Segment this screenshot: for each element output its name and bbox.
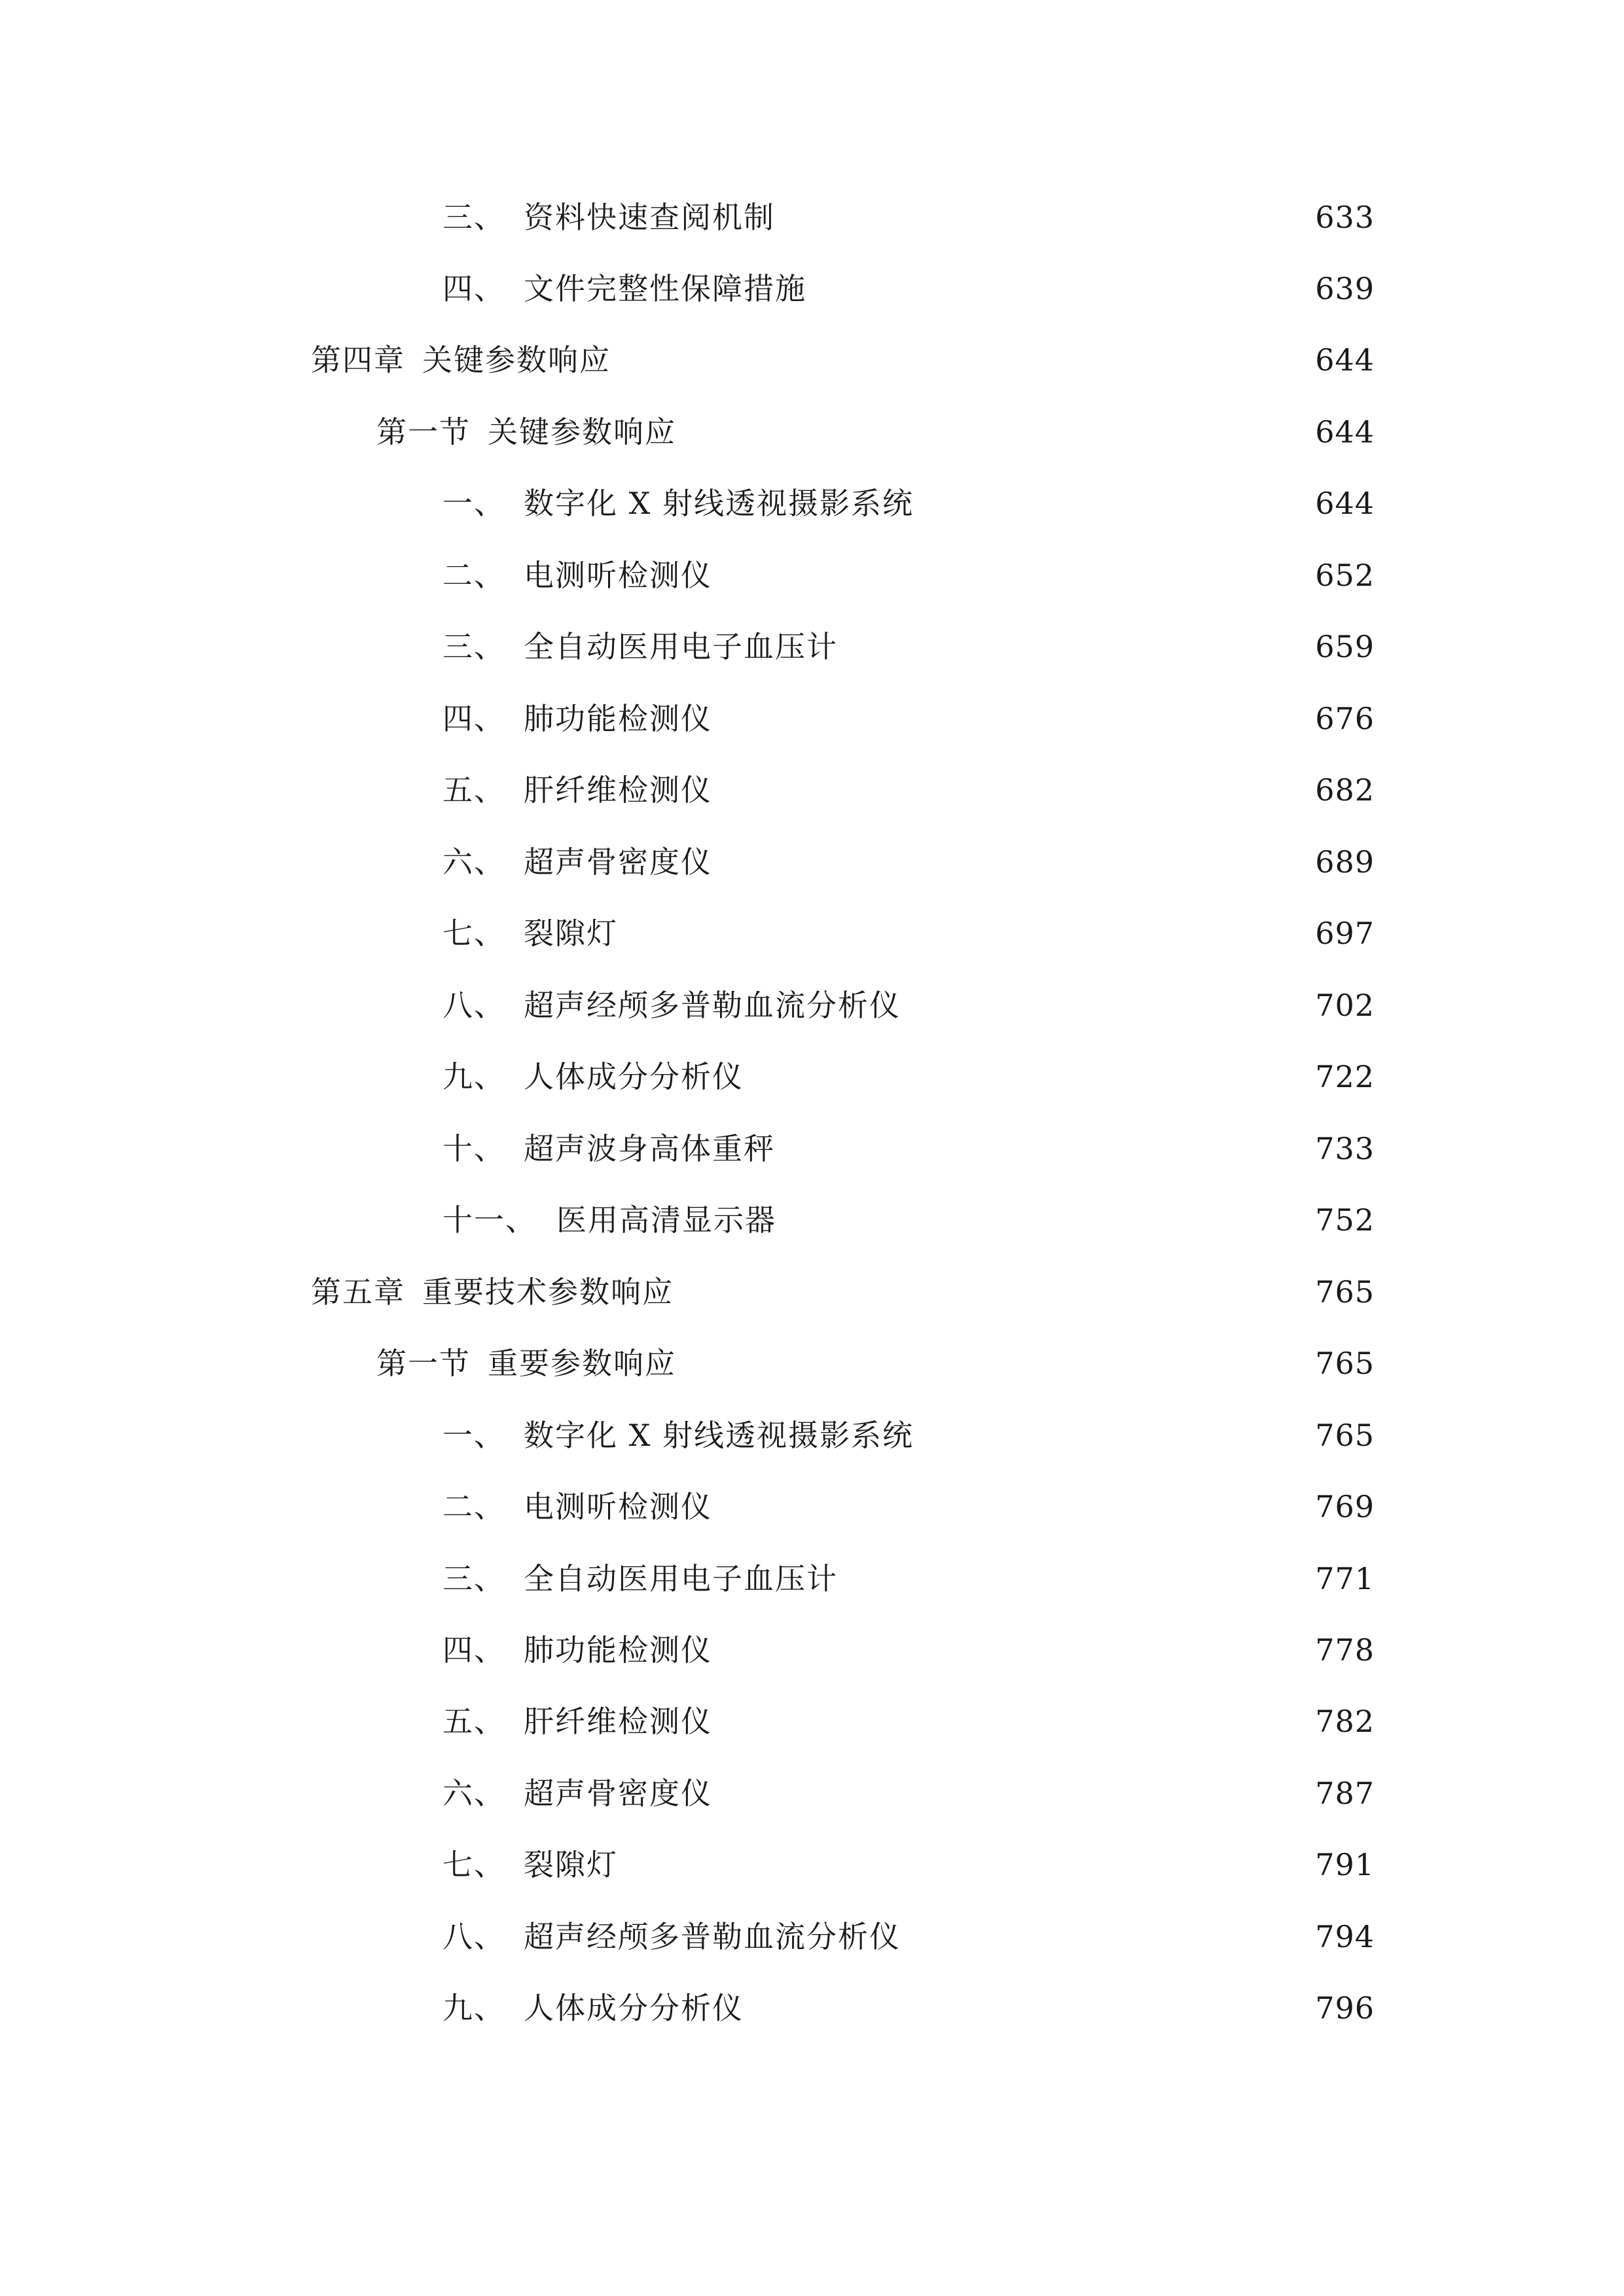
toc-entry[interactable] bbox=[442, 191, 1375, 243]
toc-entry-title: 裂隙灯 bbox=[524, 916, 618, 951]
toc-entry-title: 数字化 X 射线透视摄影系统 bbox=[524, 1418, 914, 1453]
dot-leader bbox=[814, 262, 1306, 315]
toc-entry-page: 644 bbox=[1315, 342, 1375, 378]
toc-entry-number: 第一节 bbox=[376, 414, 471, 450]
toc-entry-number: 八、 bbox=[442, 988, 505, 1023]
toc-entry-number: 二、 bbox=[442, 1489, 505, 1524]
toc-entry-number: 九、 bbox=[442, 1990, 505, 2026]
toc-entry-title: 电测听检测仪 bbox=[524, 1489, 712, 1524]
toc-entry[interactable] bbox=[442, 1624, 1375, 1676]
toc-entry[interactable] bbox=[442, 1767, 1375, 1820]
toc-entry-title: 全自动医用电子血压计 bbox=[524, 629, 838, 664]
toc-entry-page: 633 bbox=[1315, 200, 1375, 235]
toc-entry-title: 超声骨密度仪 bbox=[524, 844, 712, 880]
toc-entry-number: 第五章 bbox=[311, 1274, 405, 1310]
toc-entry-title: 关键参数响应 bbox=[422, 342, 611, 378]
toc-entry-title: 重要技术参数响应 bbox=[422, 1274, 674, 1310]
toc-entry[interactable] bbox=[442, 1122, 1375, 1175]
dot-leader bbox=[783, 1122, 1306, 1175]
toc-entry-page: 676 bbox=[1315, 701, 1375, 736]
dot-leader bbox=[626, 1839, 1306, 1891]
toc-entry[interactable] bbox=[442, 262, 1375, 315]
dot-leader bbox=[846, 620, 1306, 673]
toc-entry-number: 三、 bbox=[442, 629, 505, 664]
toc-entry-page: 722 bbox=[1315, 1059, 1375, 1094]
dot-leader bbox=[681, 1266, 1306, 1318]
toc-entry-title: 超声经颅多普勒血流分析仪 bbox=[524, 1919, 901, 1954]
toc-entry[interactable] bbox=[442, 620, 1375, 673]
toc-entry-page: 639 bbox=[1315, 271, 1375, 306]
toc-entry[interactable] bbox=[442, 692, 1375, 745]
toc-entry-page: 791 bbox=[1315, 1847, 1375, 1882]
toc-entry[interactable] bbox=[442, 764, 1375, 816]
toc-entry-page: 782 bbox=[1315, 1704, 1375, 1739]
toc-entry-page: 765 bbox=[1315, 1346, 1375, 1381]
toc-entry[interactable] bbox=[442, 907, 1375, 960]
toc-entry-page: 765 bbox=[1315, 1274, 1375, 1310]
dot-leader bbox=[846, 1552, 1306, 1605]
toc-entry-number: 七、 bbox=[442, 916, 505, 951]
toc-entry[interactable] bbox=[442, 1409, 1375, 1462]
toc-entry-title: 医用高清显示器 bbox=[556, 1202, 776, 1238]
toc-entry-title: 资料快速查阅机制 bbox=[524, 200, 775, 235]
toc-entry-page: 697 bbox=[1315, 916, 1375, 951]
toc-entry[interactable] bbox=[442, 1982, 1375, 2034]
dot-leader bbox=[751, 1050, 1306, 1103]
dot-leader bbox=[619, 334, 1306, 386]
dot-leader bbox=[720, 1695, 1306, 1748]
toc-entry-page: 765 bbox=[1315, 1418, 1375, 1453]
toc-entry-title: 超声波身高体重秤 bbox=[524, 1131, 775, 1166]
dot-leader bbox=[720, 764, 1306, 816]
toc-entry-title: 人体成分分析仪 bbox=[524, 1990, 744, 2026]
toc-entry-title: 肺功能检测仪 bbox=[524, 1632, 712, 1668]
dot-leader bbox=[720, 549, 1306, 601]
toc-entry-number: 六、 bbox=[442, 844, 505, 880]
dot-leader bbox=[684, 406, 1306, 458]
dot-leader bbox=[922, 477, 1306, 529]
toc-entry-number: 十一、 bbox=[442, 1202, 537, 1238]
toc-entry-page: 659 bbox=[1315, 629, 1375, 664]
toc-entry[interactable] bbox=[442, 549, 1375, 601]
dot-leader bbox=[720, 1624, 1306, 1676]
toc-entry-title: 关键参数响应 bbox=[488, 414, 676, 450]
toc-entry[interactable] bbox=[442, 477, 1375, 529]
toc-entry[interactable] bbox=[442, 1552, 1375, 1605]
toc-entry-title: 全自动医用电子血压计 bbox=[524, 1561, 838, 1596]
toc-entry-page: 796 bbox=[1315, 1990, 1375, 2026]
toc-entry-page: 787 bbox=[1315, 1776, 1375, 1811]
toc-entry-title: 电测听检测仪 bbox=[524, 558, 712, 593]
toc-entry-page: 778 bbox=[1315, 1632, 1375, 1668]
toc-entry-number: 六、 bbox=[442, 1776, 505, 1811]
toc-entry-title: 数字化 X 射线透视摄影系统 bbox=[524, 486, 914, 521]
dot-leader bbox=[751, 1982, 1306, 2034]
dot-leader bbox=[720, 692, 1306, 745]
toc-entry-number: 四、 bbox=[442, 271, 505, 306]
toc-entry[interactable] bbox=[442, 1910, 1375, 1963]
toc-entry-page: 689 bbox=[1315, 844, 1375, 880]
toc-entry-number: 一、 bbox=[442, 1418, 505, 1453]
dot-leader bbox=[720, 1767, 1306, 1820]
toc-entry-number: 一、 bbox=[442, 486, 505, 521]
toc-entry-title: 超声经颅多普勒血流分析仪 bbox=[524, 988, 901, 1023]
toc-entry[interactable] bbox=[442, 1194, 1375, 1246]
toc-entry-number: 五、 bbox=[442, 1704, 505, 1739]
dot-leader bbox=[684, 1337, 1306, 1390]
toc-entry[interactable] bbox=[442, 1480, 1375, 1533]
toc-entry-number: 十、 bbox=[442, 1131, 505, 1166]
toc-entry-page: 794 bbox=[1315, 1919, 1375, 1954]
toc-entry-title: 肝纤维检测仪 bbox=[524, 1704, 712, 1739]
toc-entry-number: 九、 bbox=[442, 1059, 505, 1094]
toc-entry-page: 644 bbox=[1315, 486, 1375, 521]
toc-entry-number: 三、 bbox=[442, 1561, 505, 1596]
toc-entry-title: 肺功能检测仪 bbox=[524, 701, 712, 736]
toc-entry-number: 二、 bbox=[442, 558, 505, 593]
toc-entry[interactable] bbox=[442, 836, 1375, 888]
toc-entry-number: 八、 bbox=[442, 1919, 505, 1954]
toc-entry-page: 752 bbox=[1315, 1202, 1375, 1238]
toc-entry-number: 第一节 bbox=[376, 1346, 471, 1381]
dot-leader bbox=[720, 1480, 1306, 1533]
toc-entry-section[interactable] bbox=[376, 406, 1375, 458]
toc-entry-number: 七、 bbox=[442, 1847, 505, 1882]
toc-entry-title: 人体成分分析仪 bbox=[524, 1059, 744, 1094]
dot-leader bbox=[720, 836, 1306, 888]
toc-entry-page: 769 bbox=[1315, 1489, 1375, 1524]
toc-entry-section[interactable] bbox=[376, 1337, 1375, 1390]
dot-leader bbox=[784, 1194, 1306, 1246]
toc-entry-number: 第四章 bbox=[311, 342, 405, 378]
toc-entry-number: 五、 bbox=[442, 772, 505, 808]
toc-entry-page: 733 bbox=[1315, 1131, 1375, 1166]
dot-leader bbox=[909, 979, 1306, 1031]
toc-entry-title: 肝纤维检测仪 bbox=[524, 772, 712, 808]
toc-entry-title: 裂隙灯 bbox=[524, 1847, 618, 1882]
toc-entry-number: 三、 bbox=[442, 200, 505, 235]
toc-entry-chapter[interactable] bbox=[311, 1266, 1375, 1318]
toc-entry[interactable] bbox=[442, 1050, 1375, 1103]
toc-entry[interactable] bbox=[442, 1839, 1375, 1891]
dot-leader bbox=[626, 907, 1306, 960]
dot-leader bbox=[922, 1409, 1306, 1462]
toc-entry-page: 652 bbox=[1315, 558, 1375, 593]
toc-entry-chapter[interactable] bbox=[311, 334, 1375, 386]
toc-entry-page: 682 bbox=[1315, 772, 1375, 808]
toc-entry[interactable] bbox=[442, 979, 1375, 1031]
toc-entry-page: 771 bbox=[1315, 1561, 1375, 1596]
toc-entry[interactable] bbox=[442, 1695, 1375, 1748]
dot-leader bbox=[909, 1910, 1306, 1963]
toc-entry-page: 644 bbox=[1315, 414, 1375, 450]
toc-entry-title: 文件完整性保障措施 bbox=[524, 271, 806, 306]
toc-entry-number: 四、 bbox=[442, 701, 505, 736]
toc-entry-page: 702 bbox=[1315, 988, 1375, 1023]
dot-leader bbox=[783, 191, 1306, 243]
toc-entry-number: 四、 bbox=[442, 1632, 505, 1668]
toc-entry-title: 重要参数响应 bbox=[488, 1346, 676, 1381]
toc-entry-title: 超声骨密度仪 bbox=[524, 1776, 712, 1811]
